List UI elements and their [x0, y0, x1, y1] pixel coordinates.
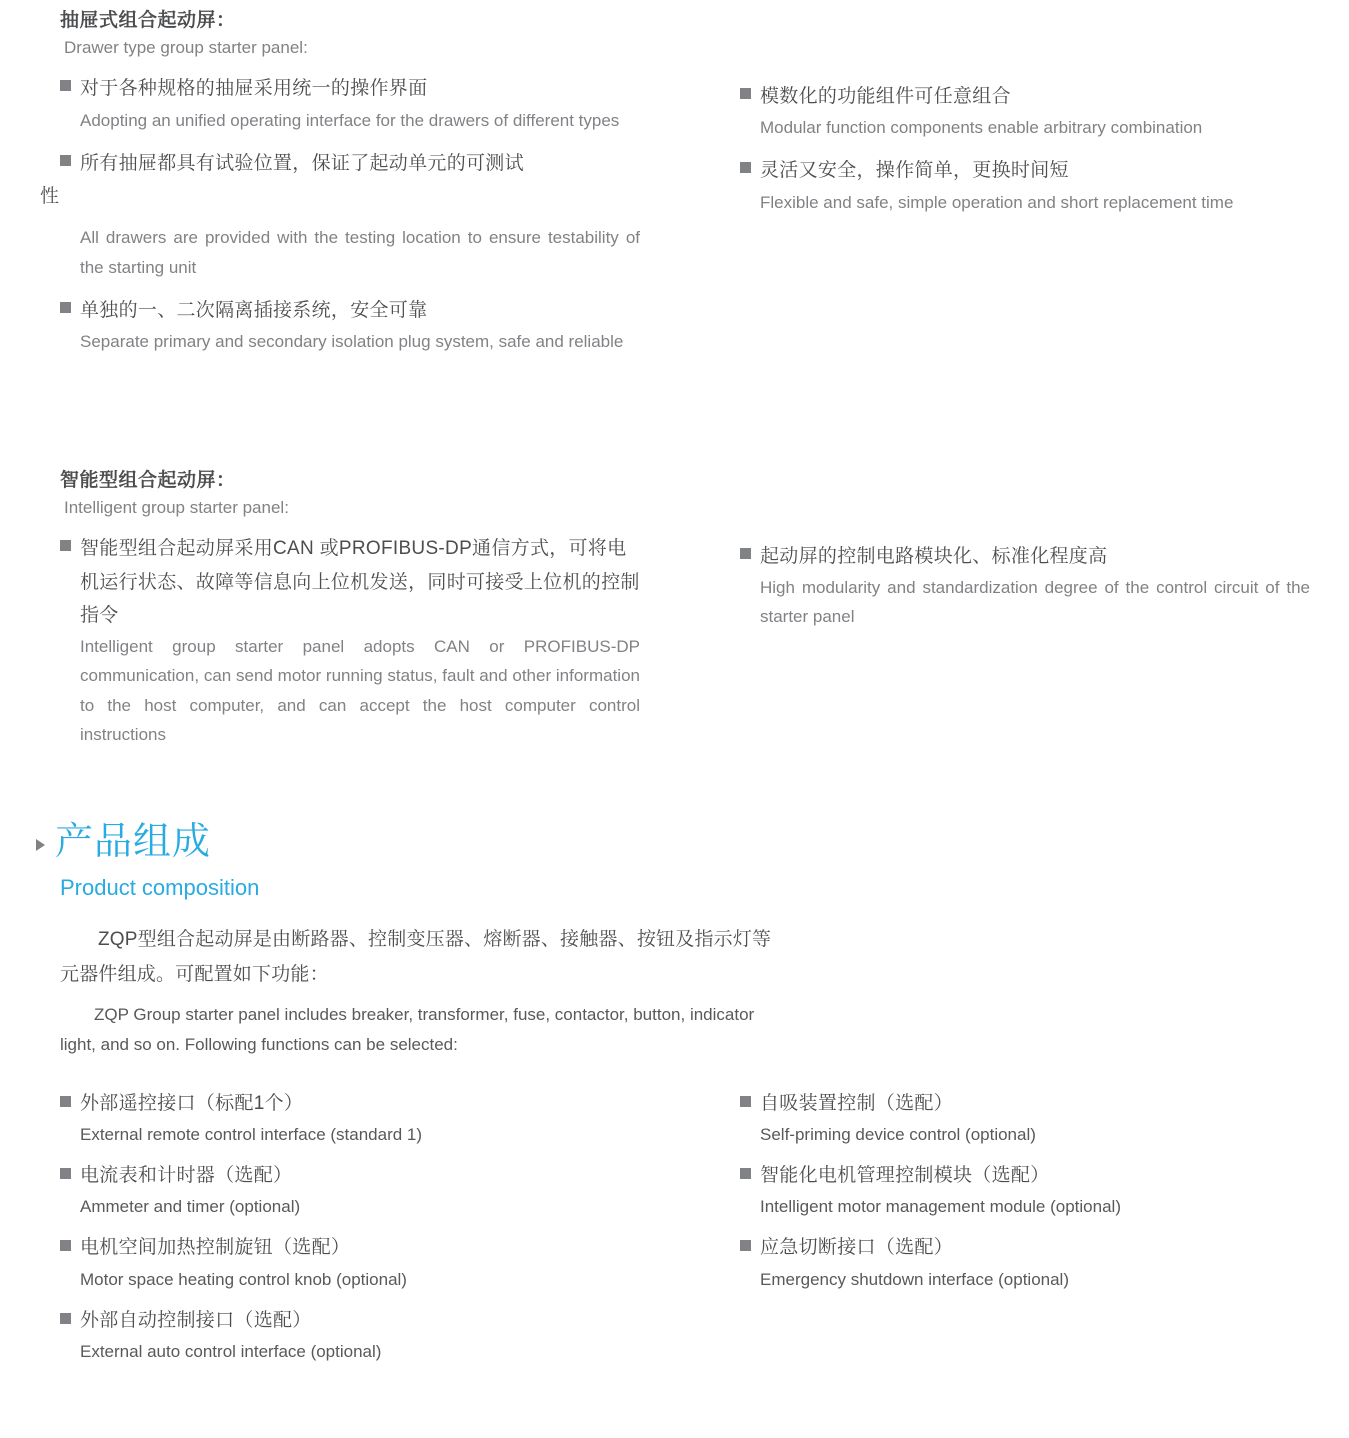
square-bullet-icon	[60, 1313, 71, 1324]
intro-paragraph-cn	[60, 922, 940, 957]
feature-label-cn: 电机空间加热控制旋钮（选配）	[80, 1237, 351, 1259]
intro-en-line2-wrap	[60, 1030, 940, 1060]
drawer-panel-title-cn: 抽屉式组合起动屏：	[60, 10, 236, 31]
list-item-label-en: Modular function components enable arbitrary combination	[760, 118, 1203, 138]
square-bullet-icon	[60, 540, 71, 551]
list-item	[740, 154, 1310, 187]
list-item	[740, 1232, 1310, 1294]
square-bullet-icon	[60, 302, 71, 313]
feature-label-cn: 电流表和计时器（选配）	[80, 1165, 293, 1187]
list-item-header	[740, 1160, 1310, 1192]
feature-label-en: Emergency shutdown interface (optional)	[760, 1269, 1069, 1289]
square-bullet-icon	[740, 162, 751, 173]
list-item-header	[740, 1088, 1310, 1120]
square-bullet-icon	[740, 88, 751, 99]
square-bullet-icon	[60, 1096, 71, 1107]
intro-cn-line2-wrap	[60, 957, 940, 992]
triangle-marker-icon	[36, 839, 45, 851]
list-item-header	[60, 1305, 660, 1337]
feature-label-en: External remote control interface (standard 1)	[80, 1125, 423, 1145]
square-bullet-icon	[740, 1096, 751, 1107]
product-composition-heading	[36, 820, 736, 902]
intro-cn-line1: ZQP型组合起动屏是由断路器、控制变压器、熔断器、接触器、按钮及指示灯等	[98, 929, 772, 950]
square-bullet-icon	[60, 155, 71, 166]
list-item-label-cn: 模数化的功能组件可任意组合	[760, 86, 1011, 107]
feature-label-cn: 自吸装置控制（选配）	[760, 1093, 954, 1114]
list-item-header	[740, 1232, 1310, 1264]
page-subtitle: Product composition	[60, 874, 260, 900]
list-item-label-en: Adopting an unified operating interface for the drawers of different types	[80, 110, 620, 130]
feature-label-cn: 外部自动控制接口（选配）	[80, 1309, 312, 1331]
list-item	[60, 1305, 660, 1367]
list-item	[740, 540, 1310, 573]
intelligent-panel-left-column	[60, 468, 640, 749]
list-item-label-cn-overflow: 性	[40, 186, 60, 208]
square-bullet-icon	[60, 1240, 71, 1251]
feature-label-en: Self-priming device control (optional)	[760, 1125, 1036, 1145]
intelligent-panel-right-column	[740, 540, 1310, 632]
list-item	[60, 1088, 660, 1150]
product-composition-intro	[60, 922, 940, 1060]
feature-label-cn: 应急切断接口（选配）	[760, 1237, 954, 1259]
list-item-label-cn: 所有抽屉都具有试验位置，保证了起动单元的可测试	[80, 152, 524, 174]
list-item	[740, 1160, 1310, 1222]
feature-label-en: Intelligent motor management module (optional)	[760, 1197, 1121, 1217]
list-item-label-cn: 起动屏的控制电路模块化、标准化程度高	[760, 546, 1108, 567]
list-item	[60, 1160, 660, 1222]
list-item-label-en: Intelligent group starter panel adopts CAN or PROFIBUS-DP communication, can send motor running status, fault and other information to the host computer, and can accept the host computer control instructions	[80, 637, 640, 744]
square-bullet-icon	[740, 1168, 751, 1179]
list-item-label-cn: 单独的一、二次隔离插接系统，安全可靠	[80, 299, 428, 321]
list-item	[60, 72, 640, 105]
intro-en-line2: light, and so on. Following functions can be selected:	[60, 1035, 458, 1055]
list-item	[60, 532, 640, 632]
features-right-column	[740, 1088, 1310, 1305]
list-item-label-cn: 智能型组合起动屏采用CAN 或PROFIBUS-DP通信方式，可将电机运行状态、故障等信息向上位机发送，同时可接受上位机的控制指令	[80, 538, 640, 626]
list-item-header	[60, 1160, 660, 1192]
intelligent-panel-title-cn: 智能型组合起动屏：	[60, 470, 236, 491]
heading-row	[36, 820, 736, 866]
list-item-label-en: Separate primary and secondary isolation plug system, safe and reliable	[80, 331, 624, 351]
drawer-panel-right-column	[740, 80, 1310, 217]
intro-cn-line2: 元器件组成。可配置如下功能：	[60, 964, 329, 986]
page-title: 产品组成	[55, 821, 212, 863]
intelligent-panel-title-en: Intelligent group starter panel:	[64, 497, 289, 517]
list-item-label-cn: 对于各种规格的抽屉采用统一的操作界面	[80, 78, 428, 100]
feature-label-en: Ammeter and timer (optional)	[80, 1197, 301, 1217]
square-bullet-icon	[740, 548, 751, 559]
drawer-panel-title-en: Drawer type group starter panel:	[64, 37, 308, 57]
intro-en-line1: ZQP Group starter panel includes breaker, transformer, fuse, contactor, button, indicator	[94, 1005, 755, 1025]
list-item-header	[60, 1088, 660, 1120]
feature-label-en: External auto control interface (optional)	[80, 1341, 382, 1361]
list-item	[740, 1088, 1310, 1150]
list-item-label-en: High modularity and standardization degree of the control circuit of the starter panel	[760, 578, 1310, 627]
feature-label-cn: 外部遥控接口（标配1个）	[80, 1093, 304, 1114]
feature-label-en: Motor space heating control knob (optional)	[80, 1269, 407, 1289]
square-bullet-icon	[740, 1240, 751, 1251]
square-bullet-icon	[60, 1168, 71, 1179]
drawer-panel-left-column	[40, 8, 640, 356]
list-item-label-en: All drawers are provided with the testing location to ensure testability of the starting unit	[80, 228, 640, 277]
list-item	[740, 80, 1310, 113]
list-item-label-cn: 灵活又安全，操作简单，更换时间短	[760, 160, 1069, 182]
list-item	[60, 147, 640, 180]
square-bullet-icon	[60, 80, 71, 91]
feature-label-cn: 智能化电机管理控制模块（选配）	[760, 1165, 1050, 1187]
list-item-label-en: Flexible and safe, simple operation and short replacement time	[760, 192, 1234, 212]
features-left-column	[60, 1088, 660, 1377]
list-item	[60, 294, 640, 327]
list-item-header	[60, 1232, 660, 1264]
list-item	[60, 1232, 660, 1294]
intro-paragraph-en	[60, 1000, 940, 1030]
